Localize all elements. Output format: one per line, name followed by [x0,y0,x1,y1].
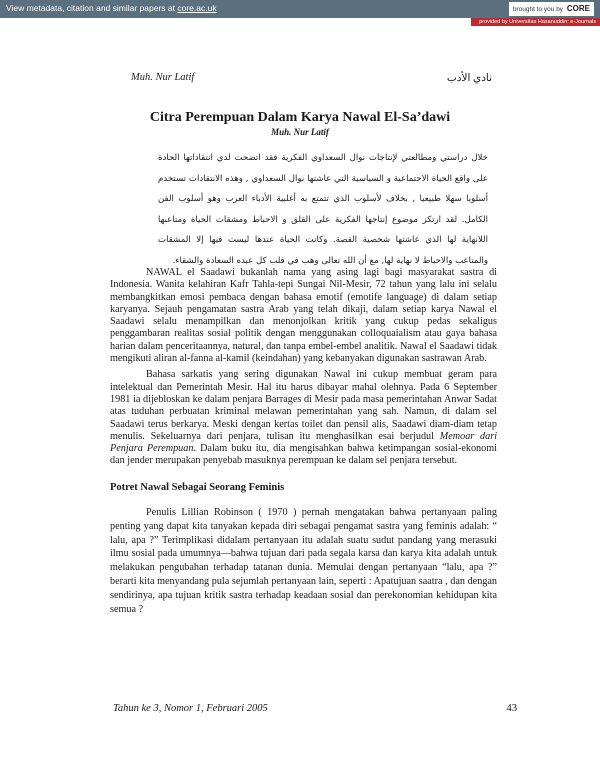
core-banner [0,0,600,18]
running-head-journal: نادي الأدب [446,73,492,84]
metadata-text: View metadata, citation and similar papers at [6,3,175,13]
paragraph-1: NAWAL el Saadawi bukanlah nama yang asing lagi bagi masyarakat sastra di Indonesia. Wanita kelahiran Kafr Tahla-tepi Sungai Nil-Mesir, 72 tahun yang lalu ini selalu membangkitkan emosi pembaca dengan bahasa emotif (emotife language) di dalam setiap karyanya. Sejauh pengamatan sastra Arab yang telah dikaji, dalam setiap karya Nawal el Saadawi selalu menampilkan dan menonjolkan kritik yang cukup pedas sekaligus penggambaran realitas sosial politik dengan menggunakan colloquaialism atau gaya bahasa harian dalam penceritaannya, natural, dan tanpa embel-embel analitik. Nawal el Saadawi tidak mengikuti aliran al-fanna al-kamil (keindahan) yang kebanyakan digunakan sastrawan Arab. [110,267,497,365]
provided-by-label[interactable]: provided by Universitas Hasanuddin: e-Journals [471,18,600,26]
core-ac-uk-link[interactable]: core.ac.uk [177,3,217,13]
metadata-link[interactable] [6,3,217,13]
section-paragraph: Penulis Lillian Robinson ( 1970 ) pernah mengatakan bahwa pertanyaan paling penting yang dapat kita tanyakan kepada diri sebagai pengamat sastra yang feminis adalah: “ lalu, apa ?” Terimplikasi didalam pertanyaan itu adalah suatu sudut pandang yang merasuki ilmu sosial pada umumnya—bahwa tujuan dari pada segala karsa dan karya kita adalah untuk melakukan pengubahan terhadap tatanan dunia. Memulai dengan pertanyaan “lalu, apa ?” berarti kita menyandang pula sejumlah pertanyaan lain, seperti : Apatujuan saatra , dan dengan sendirinya, apa tujuan kritik sastra terhadap keadaan sosial dan perekonomian kehidupan kita semua ? [110,507,497,615]
footer-issue: Tahun ke 3, Nomor 1, Februari 2005 [113,703,268,714]
section-heading: Potret Nawal Sebagai Seorang Feminis [110,481,285,493]
brought-to-you-badge[interactable] [509,2,594,16]
article-author: Muh. Nur Latif [271,127,329,137]
book-title: Memoar dari Penjara Perempuan [110,430,498,455]
paragraph-2-start: Bahasa sarkatis yang sering digunakan Nawal ini cukup membuat geram para intelektual dan Pemerintah Mesir. Hal itu harus dibayar mahal olehnya. Pada 6 September 1981 ia dijebloskan ke dalam penjara Barrages di Mesir pada masa pemerintahan Anwar Sadat atas tuduhan perbuatan kriminal melawan pemerintahan yang sah. Namun, di dalam sel Saadawi terus berkarya. Meski dengan kertas toilet dan pensil alis, Saadawi diam-diam tetap menulis. Sekeluarnya dari penjara, tulisan itu menghasilkan esai berjudul [110,369,497,442]
article-body [110,267,497,620]
page-number: 43 [506,703,517,714]
running-head-author: Muh. Nur Latif [131,72,195,83]
brought-text: brought to you by [512,6,564,13]
paragraph-2-end: . Dalam buku itu, dia mengisahkan bahwa ketimpangan sosial-ekonomi dan jender merupakan penyebab masuknya perempuan ke dalam sel penjara tersebut. [110,443,497,467]
arabic-abstract [158,148,488,271]
paragraph-2 [110,369,497,467]
article-title: Citra Perempuan Dalam Karya Nawal El-Sa’dawi [149,110,451,125]
core-logo-icon: CORE [566,4,590,13]
arabic-abstract-text: خلال دراستي ومطالعتي لإنتاجات نوال السعداوي الفكرية فقد اتضحت لدي انتقاداتها الحادة على واقع الحياة الاجتماعية و السياسية التي عاشتها نوال السعداوي , وهذه الانتقادات تستخدم أسلوبا سهلا طبيعيا , بخلاف لأسلوب الذي تتمتع به أغلبية الأدباء العرب وهو أسلوب الفن الكامل. لقد ارتكز موضوع إنتاجها الفكرية على القلق و الاحباط ومشقات الحياة ومتاعبها اللانهاية لها الذي عاشتها شخصية القصة. وكانت الحياة عندها ليست فيها إلا المشقات والمتاعب والاحباط لا نهاية لها, مع أن الله تعالى وهب في قلب كل عبده السعادة والشقاء. [158,153,488,266]
